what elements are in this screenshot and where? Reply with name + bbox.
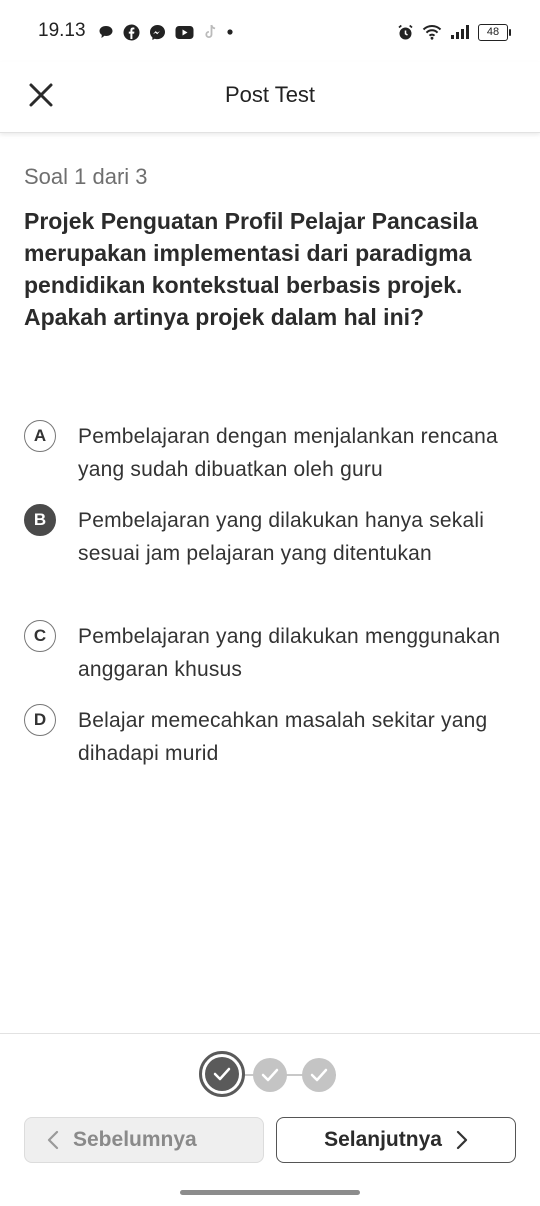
battery-icon: 48 xyxy=(478,24,508,41)
option-letter: A xyxy=(24,420,56,452)
home-indicator[interactable] xyxy=(180,1190,360,1195)
tiktok-icon xyxy=(203,24,217,40)
question-text: Projek Penguatan Profil Pelajar Pancasila merupakan implementasi dari paradigma pendidikan kontekstual berbasis projek. Apakah artinya projek dalam hal ini? xyxy=(24,208,478,330)
progress-dot-3[interactable] xyxy=(302,1058,336,1092)
chat-bubble-icon xyxy=(98,24,114,40)
system-icons xyxy=(397,20,508,44)
chevron-right-icon xyxy=(456,1130,468,1150)
progress-dot-2[interactable] xyxy=(253,1058,287,1092)
dot-icon xyxy=(226,28,234,36)
previous-button[interactable] xyxy=(24,1117,264,1163)
messenger-icon xyxy=(149,24,166,41)
check-icon xyxy=(213,1067,231,1081)
option-letter: C xyxy=(24,620,56,652)
page-title: Post Test xyxy=(224,82,316,107)
previous-label: Sebelumnya xyxy=(73,1128,197,1151)
status-time: 19.13 xyxy=(38,20,86,41)
check-icon xyxy=(261,1068,279,1082)
next-button[interactable] xyxy=(276,1117,516,1163)
footer xyxy=(0,1033,540,1184)
youtube-icon xyxy=(175,25,194,40)
wifi-icon xyxy=(422,24,442,40)
alarm-icon xyxy=(397,24,414,41)
check-icon xyxy=(310,1068,328,1082)
facebook-icon xyxy=(123,24,140,41)
status-bar xyxy=(0,0,540,62)
app-header xyxy=(0,62,540,133)
chevron-left-icon xyxy=(47,1130,59,1150)
next-label: Selanjutnya xyxy=(324,1128,442,1151)
option-text: Pembelajaran yang dilakukan menggunakan anggaran khusus xyxy=(78,625,501,681)
signal-icon xyxy=(450,24,470,40)
option-letter: B xyxy=(24,504,56,536)
option-text: Pembelajaran yang dilakukan hanya sekali sesuai jam pelajaran yang ditentukan xyxy=(78,509,485,565)
notification-icons xyxy=(98,21,234,43)
option-text: Pembelajaran dengan menjalankan rencana yang sudah dibuatkan oleh guru xyxy=(78,425,498,481)
progress-dot-1[interactable] xyxy=(199,1051,245,1097)
option-text: Belajar memecahkan masalah sekitar yang dihadapi murid xyxy=(78,709,488,765)
question-counter: Soal 1 dari 3 xyxy=(24,164,148,189)
question-progress xyxy=(0,1050,540,1100)
option-letter: D xyxy=(24,704,56,736)
